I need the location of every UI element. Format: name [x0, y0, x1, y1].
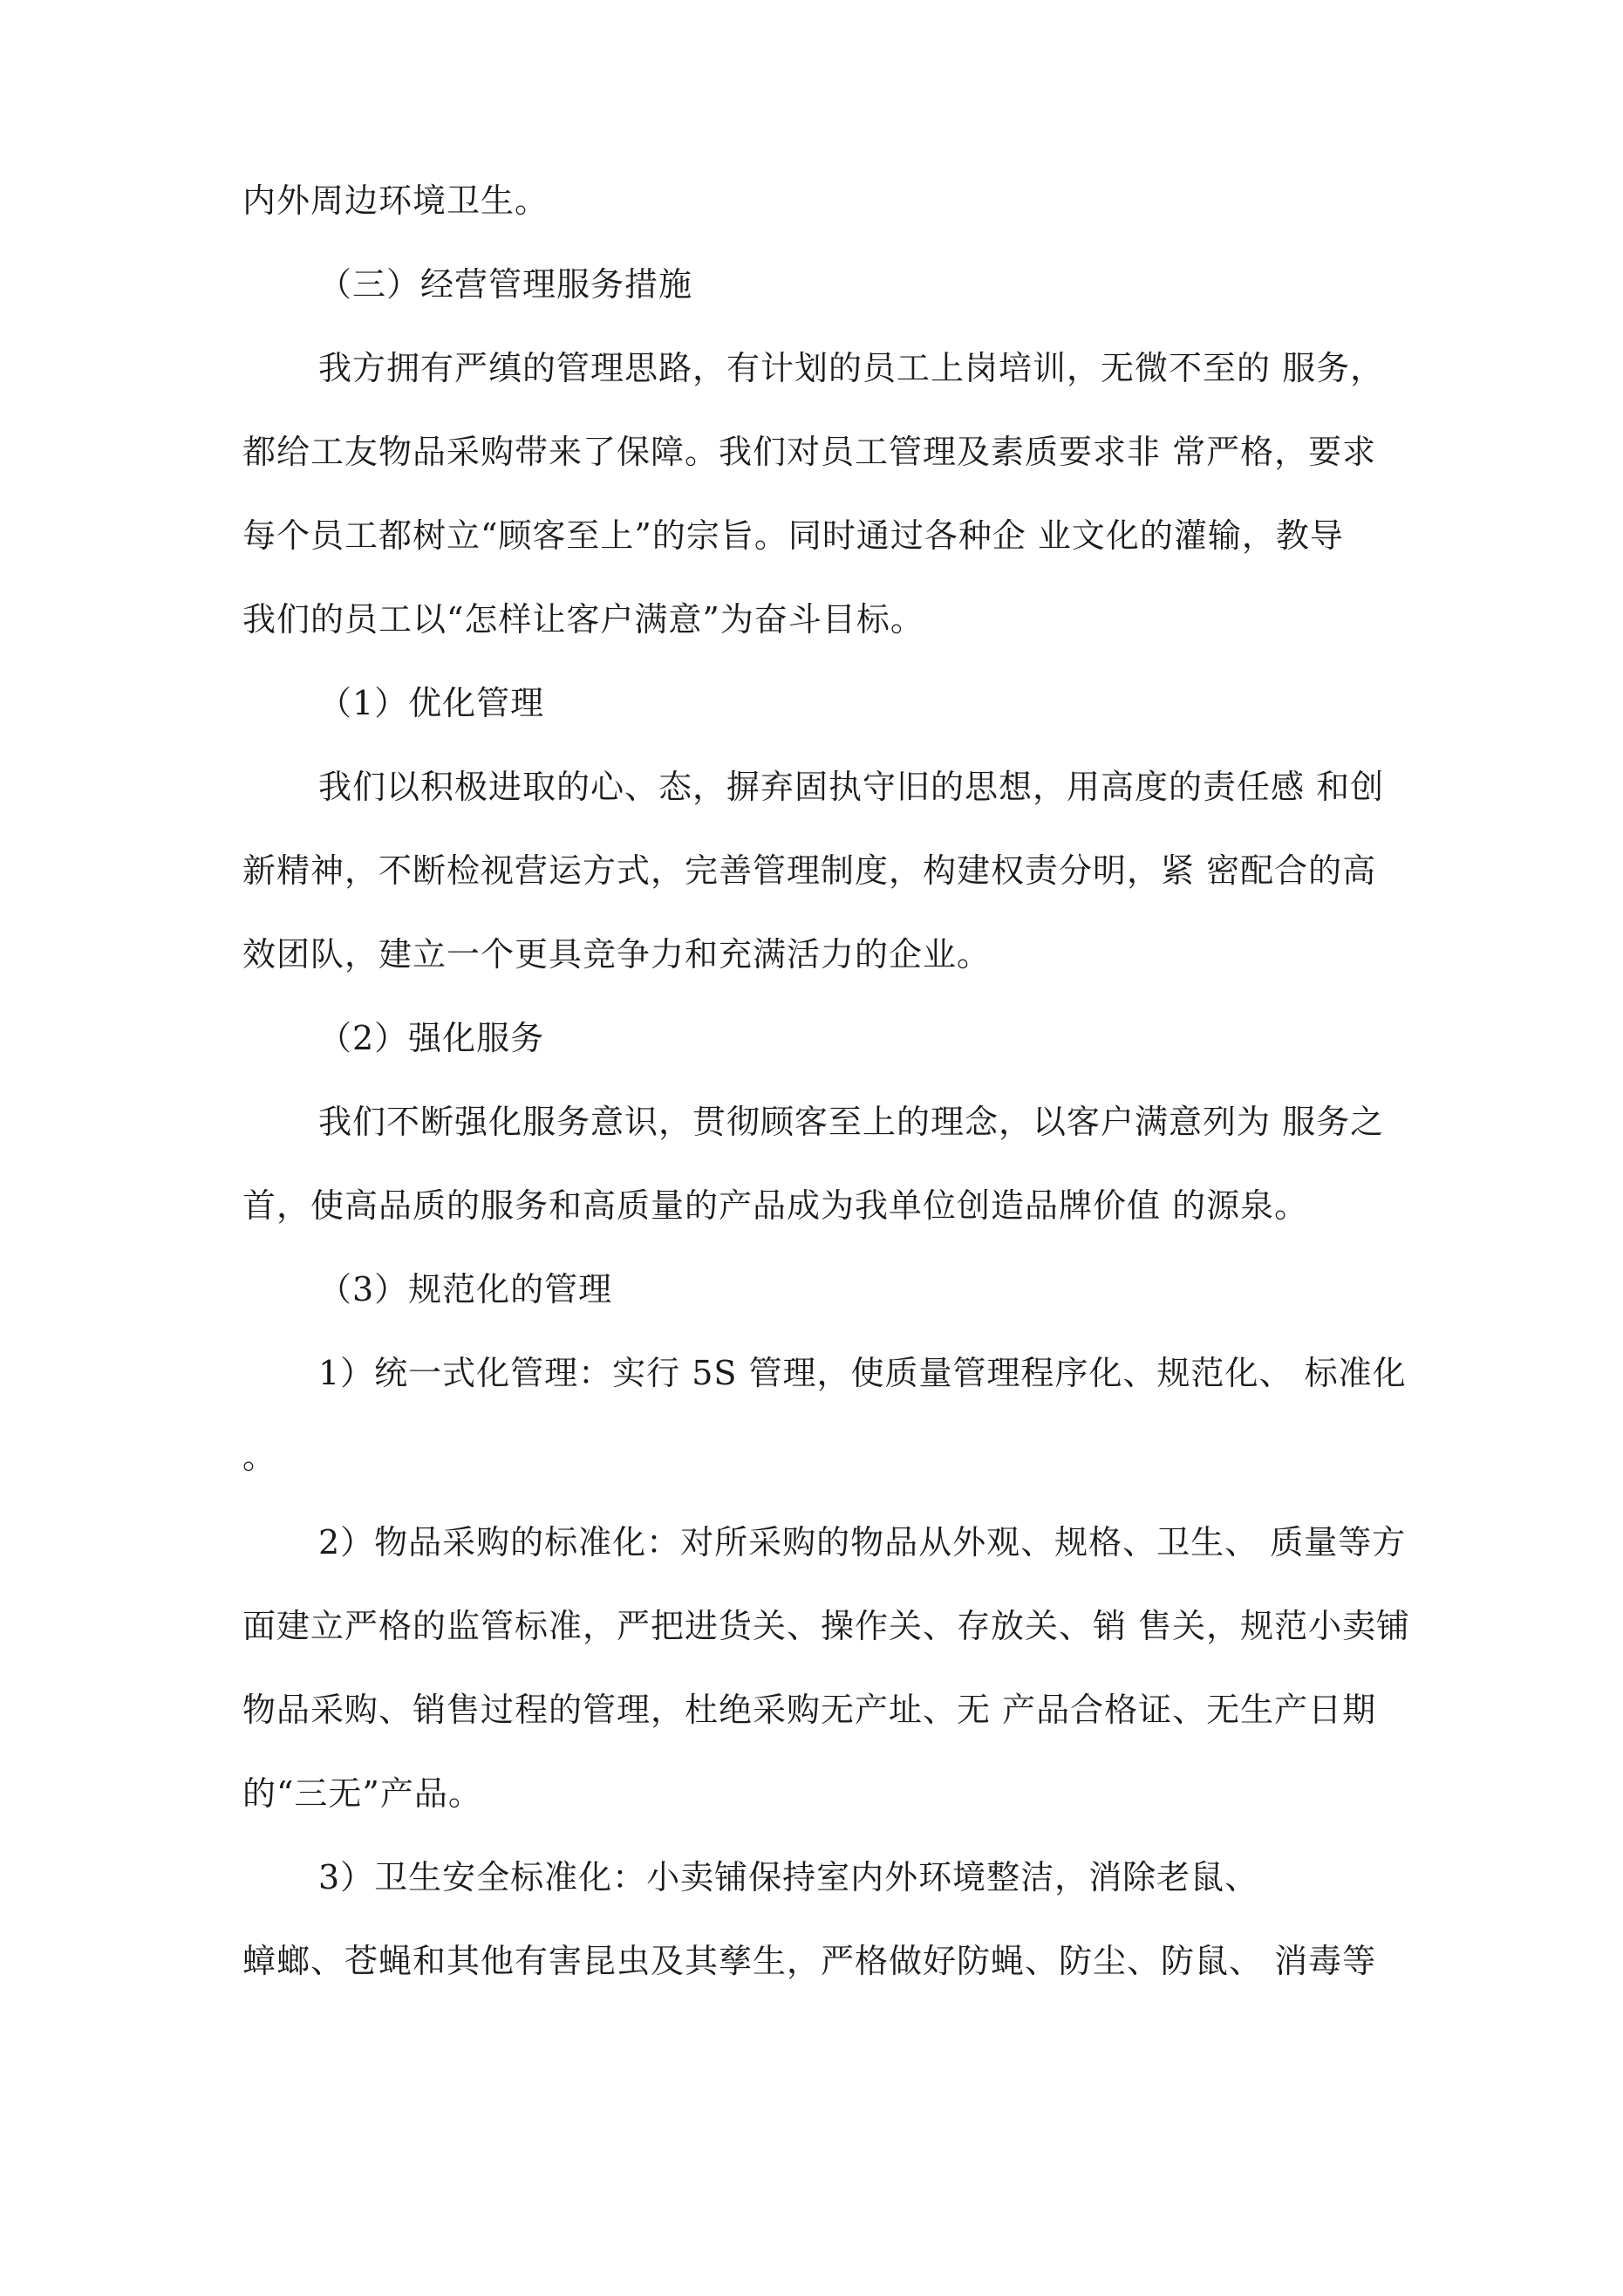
list-item-line: 2）物品采购的标准化：对所采购的物品从外观、规格、卫生、 质量等方: [318, 1523, 1407, 1561]
paragraph-line: 新精神，不断检视营运方式，完善管理制度，构建权责分明，紧 密配合的高: [242, 851, 1377, 890]
list-item-line: 3）卫生安全标准化：小卖铺保持室内外环境整洁，消除老鼠、: [318, 1858, 1259, 1896]
list-item-line: 物品采购、销售过程的管理，杜绝采购无产址、无 产品合格证、无生产日期: [242, 1691, 1377, 1729]
paragraph-line: 每个员工都树立“顾客至上”的宗旨。同时通过各种企 业文化的灌输，教导: [242, 516, 1344, 555]
paragraph-line: 我们不断强化服务意识，贯彻顾客至上的理念，以客户满意列为 服务之: [318, 1103, 1385, 1141]
paragraph-line: 效团队，建立一个更具竞争力和充满活力的企业。: [242, 935, 992, 974]
list-item-line: 蟑螂、苍蝇和其他有害昆虫及其孳生，严格做好防蝇、防尘、防鼠、 消毒等: [242, 1942, 1377, 1980]
list-item-line: 面建立严格的监管标准，严把进货关、操作关、存放关、销 售关，规范小卖铺: [242, 1607, 1411, 1645]
list-item-line: 。: [242, 1438, 277, 1476]
subsection-heading: （2）强化服务: [318, 1019, 545, 1057]
paragraph-line: 首，使高品质的服务和高质量的产品成为我单位创造品牌价值 的源泉。: [242, 1186, 1309, 1225]
list-item-line: 1）统一式化管理：实行 5S 管理，使质量管理程序化、规范化、 标准化: [318, 1354, 1407, 1392]
paragraph-line: 都给工友物品采购带来了保障。我们对员工管理及素质要求非 常严格，要求: [242, 433, 1377, 471]
paragraph-line: 我们以积极进取的心、态，摒弃固执守旧的思想，用高度的责任感 和创: [318, 768, 1385, 806]
paragraph-line: 我方拥有严缜的管理思路，有计划的员工上岗培训，无微不至的 服务，: [318, 349, 1385, 387]
section-heading: （三）经营管理服务措施: [318, 265, 693, 304]
subsection-heading: （3）规范化的管理: [318, 1270, 613, 1309]
body-text-line: 内外周边环境卫生。: [242, 181, 549, 220]
subsection-heading: （1）优化管理: [318, 684, 545, 722]
list-item-line: 的“三无”产品。: [242, 1774, 482, 1813]
paragraph-line: 我们的员工以“怎样让客户满意”为奋斗目标。: [242, 600, 924, 639]
